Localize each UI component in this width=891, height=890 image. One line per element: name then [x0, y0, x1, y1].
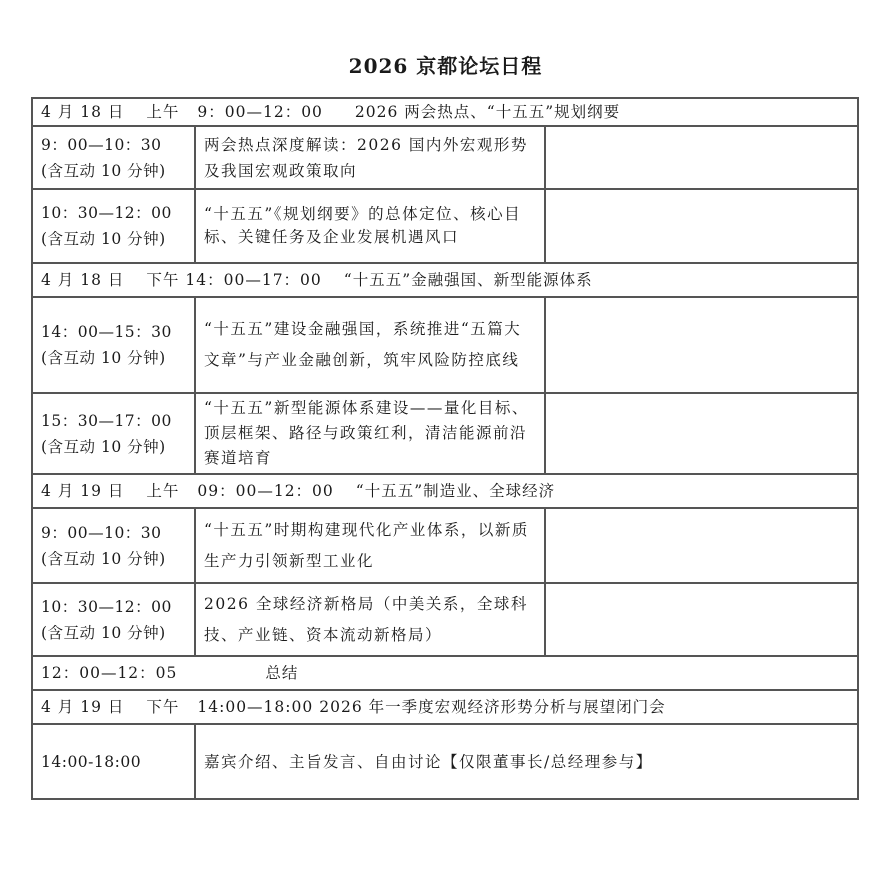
section-header-row — [32, 263, 858, 297]
section-header-row — [32, 474, 858, 508]
section-time: 14:00—18:00 — [197, 698, 314, 716]
session-note: (含互动 10 分钟) — [41, 349, 166, 367]
session-remark — [545, 189, 858, 263]
section-theme: 2026 两会热点、“十五五”规划纲要 — [354, 103, 621, 121]
section-period: 上午 — [146, 482, 180, 500]
closing-label: 总结 — [265, 664, 299, 682]
closing-time: 12：00—12：05 — [41, 664, 178, 682]
section-period: 上午 — [146, 103, 180, 121]
section-header-row — [32, 690, 858, 724]
session-topic: “十五五”新型能源体系建设——量化目标、顶层框架、路径与政策红利，清洁能源前沿赛道培育 — [195, 393, 545, 474]
session-row — [32, 393, 858, 474]
section-header — [32, 98, 858, 126]
session-remark — [545, 583, 858, 656]
session-topic: “十五五”时期构建现代化产业体系，以新质生产力引领新型工业化 — [195, 508, 545, 583]
section-period: 下午 — [146, 271, 180, 289]
session-row — [32, 724, 858, 799]
section-theme: “十五五”金融强国、新型能源体系 — [343, 271, 593, 289]
section-period: 下午 — [146, 698, 180, 716]
section-theme: “十五五”制造业、全球经济 — [355, 482, 556, 500]
session-row — [32, 508, 858, 583]
session-note: (含互动 10 分钟) — [41, 549, 166, 568]
session-time: 9：00—10：30 — [41, 523, 162, 542]
session-time: 14:00-18:00 — [32, 724, 195, 799]
section-header-row — [32, 98, 858, 126]
session-note: (含互动 10 分钟) — [41, 623, 166, 642]
session-row — [32, 126, 858, 189]
session-time-cell — [32, 393, 195, 474]
session-row — [32, 583, 858, 656]
session-topic: 2026 全球经济新格局（中美关系，全球科技、产业链、资本流动新格局） — [195, 583, 545, 656]
session-topic: “十五五”《规划纲要》的总体定位、核心目标、关键任务及企业发展机遇风口 — [195, 189, 545, 263]
session-time: 10：30—12：00 — [41, 204, 172, 222]
section-time: 14：00—17：00 — [185, 271, 322, 289]
section-date: 4 月 18 日 — [41, 271, 125, 289]
session-remark — [545, 297, 858, 393]
session-topic: “十五五”建设金融强国，系统推进“五篇大文章”与产业金融创新，筑牢风险防控底线 — [195, 297, 545, 393]
session-time: 10：30—12：00 — [41, 597, 172, 616]
session-row — [32, 297, 858, 393]
session-remark — [545, 126, 858, 189]
section-theme: 2026 年一季度宏观经济形势分析与展望闭门会 — [319, 698, 666, 716]
session-time-cell — [32, 508, 195, 583]
session-note: (含互动 10 分钟) — [41, 437, 166, 456]
section-header — [32, 690, 858, 724]
closing-row — [32, 656, 858, 690]
schedule-table — [31, 97, 859, 800]
section-header — [32, 263, 858, 297]
session-note: (含互动 10 分钟) — [41, 230, 166, 248]
session-remark — [545, 508, 858, 583]
section-date: 4 月 19 日 — [41, 482, 125, 500]
section-date: 4 月 18 日 — [41, 103, 125, 121]
session-topic: 嘉宾介绍、主旨发言、自由讨论【仅限董事长/总经理参与】 — [195, 724, 858, 799]
session-time: 14：00—15：30 — [41, 323, 172, 341]
section-date: 4 月 19 日 — [41, 698, 125, 716]
session-time-cell — [32, 297, 195, 393]
section-header — [32, 474, 858, 508]
session-remark — [545, 393, 858, 474]
session-time-cell — [32, 583, 195, 656]
session-note: (含互动 10 分钟) — [41, 161, 166, 180]
section-time: 9：00—12：00 — [197, 103, 323, 121]
section-time: 09：00—12：00 — [197, 482, 334, 500]
closing-cell — [32, 656, 858, 690]
session-time-cell — [32, 189, 195, 263]
session-topic: 两会热点深度解读：2026 国内外宏观形势及我国宏观政策取向 — [195, 126, 545, 189]
session-row — [32, 189, 858, 263]
session-time: 15：30—17：00 — [41, 411, 172, 430]
session-time: 9：00—10：30 — [41, 135, 162, 154]
session-time-cell — [32, 126, 195, 189]
page-title: 2026 京都论坛日程 — [348, 54, 543, 78]
